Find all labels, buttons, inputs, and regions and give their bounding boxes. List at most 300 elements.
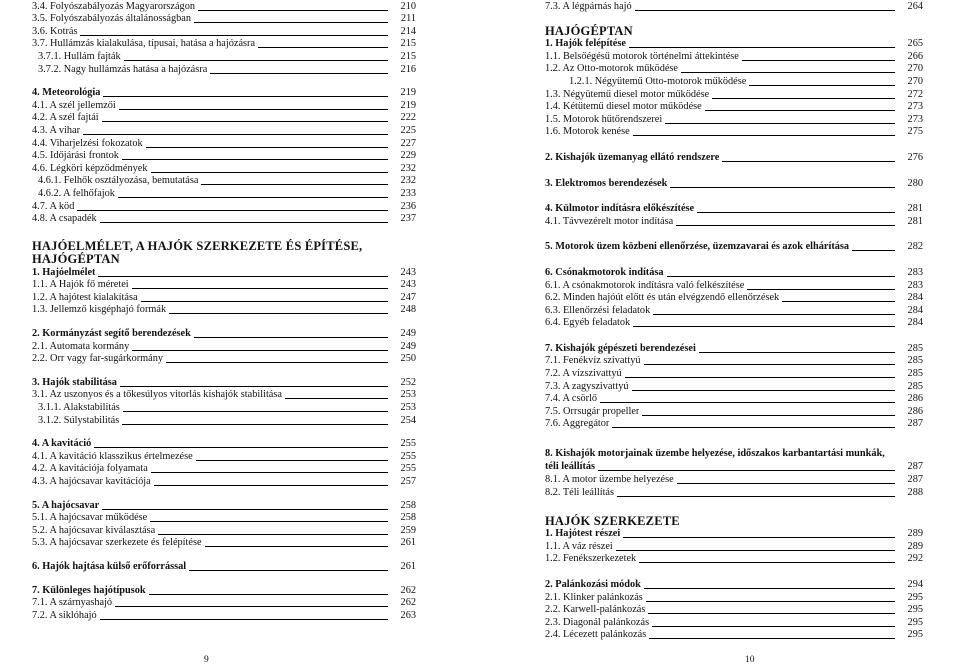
toc-entry-title: 2. Kormányzást segítő berendezések (32, 328, 191, 340)
toc-entry-title: 3.1.1. Alakstabilitás (38, 402, 120, 414)
toc-entry[interactable] (32, 279, 416, 292)
toc-entry-title: 1. Hajók felépítése (545, 38, 626, 50)
toc-page-number: 258 (400, 499, 416, 511)
toc-entry[interactable] (545, 553, 923, 566)
dot-leader (118, 197, 388, 198)
toc-entry[interactable] (32, 609, 416, 622)
dot-leader (166, 362, 388, 363)
toc-entry-title: 7.1. A szárnyashajó (32, 597, 113, 609)
toc-entry-title: 4. A kavitáció (32, 438, 92, 450)
dot-leader (625, 377, 895, 378)
dot-leader (712, 98, 895, 99)
toc-entry-title: 2.4. Lécezett palánkozás (545, 629, 647, 641)
dot-leader (612, 427, 895, 428)
dot-leader (151, 472, 388, 473)
toc-page-number: 287 (907, 460, 923, 472)
toc-entry-title: 5. A hajócsavar (32, 499, 100, 511)
dot-leader (639, 562, 895, 563)
dot-leader (194, 337, 388, 338)
toc-page-number: 273 (907, 101, 923, 113)
toc-entry-title: 6.4. Egyéb feladatok (545, 317, 631, 329)
toc-entry[interactable] (32, 213, 416, 226)
toc-page-number: 233 (400, 187, 416, 199)
toc-entry[interactable] (545, 317, 923, 330)
toc-page-number: 285 (907, 380, 923, 392)
toc-page-number: 219 (400, 99, 416, 111)
toc-entry[interactable] (32, 537, 416, 550)
dot-leader (705, 110, 895, 111)
toc-entry[interactable] (545, 540, 923, 553)
toc-chapter-entry[interactable] (545, 177, 923, 190)
toc-entry-title: 1.3. Jellemző kisgéphajó formák (32, 304, 167, 316)
page-number-right: 10 (745, 655, 755, 665)
dot-leader (122, 159, 388, 160)
toc-entry-title: 6. Csónakmotorok indítása (545, 266, 664, 278)
toc-entry-title: 4.3. A vihar (32, 124, 81, 136)
dot-leader (120, 386, 388, 387)
dot-leader (648, 613, 895, 614)
toc-entry[interactable] (545, 50, 923, 63)
toc-entry[interactable] (545, 380, 923, 393)
toc-entry-title: 2.1. Automata kormány (32, 340, 130, 352)
toc-entry-title: 7.3. A zagyszivattyú (545, 380, 629, 392)
toc-chapter-entry[interactable] (32, 584, 416, 597)
toc-entry[interactable] (545, 604, 923, 617)
toc-page-number: 229 (400, 150, 416, 162)
toc-entry[interactable] (545, 367, 923, 380)
dot-leader (633, 326, 895, 327)
dot-leader (852, 250, 895, 251)
toc-page-number: 249 (400, 328, 416, 340)
toc-entry-title: 4.6. Légköri képződmények (32, 162, 148, 174)
right-page (480, 0, 960, 669)
toc-page-number: 253 (400, 402, 416, 414)
toc-entry-title: 2.1. Klinker palánkozás (545, 591, 643, 603)
toc-chapter-entry[interactable] (32, 327, 416, 340)
dot-leader (150, 521, 388, 522)
toc-page-number: 263 (400, 609, 416, 621)
dot-leader (201, 184, 388, 185)
dot-leader (646, 601, 895, 602)
toc-entry[interactable] (545, 591, 923, 604)
toc-page-number: 273 (907, 113, 923, 125)
toc-entry[interactable] (32, 38, 416, 51)
toc-page-number: 261 (400, 560, 416, 572)
toc-chapter-entry[interactable] (32, 376, 416, 389)
toc-entry-title: 3.1.2. Súlystabilitás (38, 414, 120, 426)
toc-entry[interactable] (545, 88, 923, 101)
dot-leader (194, 22, 388, 23)
dot-leader (681, 72, 895, 73)
toc-entry-title: 1.1. Belsőégésű motorok történelmi áttekintése (545, 50, 739, 62)
toc-entry[interactable] (32, 597, 416, 610)
toc-chapter-entry[interactable] (545, 151, 923, 164)
toc-entry-title: 4.1. A kavitáció klasszikus értelmezése (32, 450, 193, 462)
toc-entry-title: 3.4. Folyószabályozás Magyarországon (32, 0, 195, 12)
toc-entry-title: 5.1. A hajócsavar működése (32, 512, 148, 524)
dot-leader (285, 398, 388, 399)
toc-page-number: 283 (907, 279, 923, 291)
toc-page-number: 219 (400, 87, 416, 99)
dot-leader (616, 550, 895, 551)
dot-leader (100, 222, 388, 223)
toc-page-number: 292 (907, 553, 923, 565)
toc-page-number: 262 (400, 584, 416, 596)
dot-leader (697, 212, 895, 213)
toc-chapter-entry[interactable] (545, 38, 923, 51)
dot-leader (652, 626, 895, 627)
toc-page-number: 225 (400, 124, 416, 136)
toc-page-number: 287 (907, 418, 923, 430)
toc-entry[interactable] (545, 304, 923, 317)
dot-leader (722, 161, 895, 162)
toc-entry[interactable] (545, 0, 923, 13)
toc-entry[interactable] (32, 524, 416, 537)
toc-page-number: 262 (400, 597, 416, 609)
toc-chapter-entry[interactable] (32, 438, 416, 451)
toc-entry[interactable] (545, 215, 923, 228)
dot-leader (742, 60, 895, 61)
toc-page-number: 259 (400, 524, 416, 536)
toc-page-number: 254 (400, 414, 416, 426)
toc-entry[interactable] (32, 124, 416, 137)
dot-leader (642, 415, 895, 416)
toc-page-number: 295 (907, 591, 923, 603)
dot-leader (600, 402, 895, 403)
toc-entry[interactable] (32, 304, 416, 317)
toc-page-number: 284 (907, 304, 923, 316)
toc-entry-title: 1.1. A váz részei (545, 540, 613, 552)
dot-leader (132, 350, 388, 351)
toc-page-number: 285 (907, 342, 923, 354)
toc-section-meteorology (32, 87, 416, 226)
right-toc-column (545, 0, 923, 641)
toc-page-number: 232 (400, 175, 416, 187)
toc-entry-title: 4.7. A köd (32, 200, 75, 212)
dot-leader (749, 85, 895, 86)
toc-entry-title: 3.1. Az uszonyos és a tőkesúlyos vitorlás kishajók stabilitása (32, 389, 282, 401)
toc-page-number: 286 (907, 393, 923, 405)
toc-section-river-regulation (32, 0, 416, 76)
toc-chapter-entry[interactable] (545, 266, 923, 279)
toc-entry-title: 4.2. A szél fajtái (32, 112, 99, 124)
toc-entry-title: 4.8. A csapadék (32, 213, 97, 225)
toc-entry-title: 4.6.2. A felhőfajok (38, 187, 115, 199)
page-number-left: 9 (204, 655, 209, 665)
dot-leader (77, 210, 388, 211)
toc-chapter-entry[interactable] (545, 203, 923, 216)
toc-page-number: 250 (400, 353, 416, 365)
toc-page-number: 270 (907, 63, 923, 75)
toc-entry-title: 7.5. Orrsugár propeller (545, 405, 640, 417)
dot-leader (677, 483, 895, 484)
toc-page-number: 211 (400, 13, 416, 25)
toc-entry-title: 2. Palánkozási módok (545, 579, 641, 590)
toc-entry-title: 8.2. Téli leállítás (545, 486, 615, 498)
toc-entry[interactable] (32, 291, 416, 304)
toc-page-number: 276 (907, 151, 923, 163)
toc-entry-title: 3. Elektromos berendezések (545, 177, 668, 189)
toc-entry[interactable] (32, 389, 416, 402)
toc-entry-title: 3. Hajók stabilitása (32, 376, 117, 388)
toc-entry-title: 2.2. Karwell-palánkozás (545, 604, 646, 616)
toc-entry[interactable] (32, 414, 416, 427)
dot-leader (617, 496, 895, 497)
heading-ship-structure: HAJÓK SZERKEZETE (545, 513, 680, 528)
toc-entry-title: 4.4. Viharjelzési fokozatok (32, 137, 143, 149)
toc-page-number: 286 (907, 405, 923, 417)
toc-entry[interactable] (32, 63, 416, 76)
toc-page-number: 252 (400, 376, 416, 388)
part-heading-line2: HAJÓGÉPTAN (32, 252, 120, 267)
dot-leader (119, 109, 388, 110)
toc-entry-title: 2.2. Orr vagy far-sugárkormány (32, 353, 164, 365)
toc-entry[interactable] (32, 463, 416, 476)
toc-entry[interactable] (32, 25, 416, 38)
toc-entry[interactable] (545, 113, 923, 126)
toc-entry-title: 3.6. Kotrás (32, 25, 78, 37)
dot-leader (94, 447, 388, 448)
toc-page-number: 255 (400, 463, 416, 475)
dot-leader (649, 638, 895, 639)
toc-entry[interactable] (32, 0, 416, 13)
toc-page-number: 289 (907, 528, 923, 540)
dot-leader (665, 123, 895, 124)
toc-page-number: 243 (400, 266, 416, 278)
toc-page-number: 214 (400, 25, 416, 37)
toc-page-number: 294 (907, 579, 923, 590)
toc-entry[interactable] (545, 101, 923, 114)
toc-entry[interactable] (545, 629, 923, 642)
toc-section-ship-structure (545, 528, 923, 642)
dot-leader (102, 509, 388, 510)
toc-entry-title: 4. Külmotor indításra előkészítése (545, 203, 695, 215)
dot-leader (644, 588, 895, 589)
dot-leader (146, 147, 388, 148)
toc-entry[interactable] (32, 401, 416, 414)
dot-leader (83, 134, 388, 135)
dot-leader (629, 47, 895, 48)
toc-page-number: 280 (907, 177, 923, 189)
toc-chapter-entry[interactable] (545, 528, 923, 541)
toc-page-number: 243 (400, 279, 416, 291)
toc-page-number: 285 (907, 368, 923, 380)
toc-entry[interactable] (545, 126, 923, 139)
toc-chapter-entry[interactable] (32, 87, 416, 100)
toc-entry-title: 8.1. A motor üzembe helyezése (545, 474, 674, 486)
toc-page-number: 248 (400, 304, 416, 316)
toc-page-number: 210 (400, 0, 416, 12)
toc-entry[interactable] (545, 405, 923, 418)
toc-entry[interactable] (32, 512, 416, 525)
dot-leader (635, 10, 895, 11)
toc-page-number: 284 (907, 317, 923, 329)
dot-leader (196, 460, 388, 461)
left-toc-column (32, 0, 416, 622)
toc-page-number: 275 (907, 126, 923, 138)
dot-leader (747, 289, 895, 290)
part-heading (32, 240, 416, 266)
toc-entry[interactable] (32, 162, 416, 175)
toc-entry-title: 6.3. Ellenőrzési feladatok (545, 304, 651, 316)
toc-entry[interactable] (32, 200, 416, 213)
toc-page-number: 216 (400, 63, 416, 75)
toc-entry-title: 7.3. A légpárnás hajó (545, 0, 632, 12)
toc-entry[interactable] (545, 355, 923, 368)
toc-entry[interactable] (545, 473, 923, 486)
toc-entry-title: 4.6.1. Felhők osztályozása, bemutatása (38, 175, 199, 187)
toc-entry-title: 1.4. Kétütemű diesel motor működése (545, 101, 702, 113)
dot-leader (158, 534, 388, 535)
toc-entry-title: 3.7.2. Nagy hullámzás hatása a hajózásra (38, 63, 208, 75)
dot-leader (115, 606, 388, 607)
toc-chapter-entry[interactable] (32, 499, 416, 512)
toc-entry-title: 2.3. Diagonál palánkozás (545, 616, 650, 628)
toc-entry-title: 4. Meteorológia (32, 87, 101, 99)
toc-page-number: 255 (400, 438, 416, 450)
toc-entry-title: 6.1. A csónakmotorok indításra való felkészítése (545, 279, 745, 291)
toc-section-ship-theory (32, 266, 416, 622)
toc-entry-title: 3.7.1. Hullám fajták (38, 50, 121, 62)
toc-entry-title: 1.6. Motorok kenése (545, 126, 630, 138)
toc-entry-motor-maintenance[interactable] (545, 448, 923, 473)
toc-entry-title: 1.2. Az Otto-motorok működése (545, 63, 678, 75)
toc-entry[interactable] (32, 340, 416, 353)
toc-entry-title: 5. Motorok üzem közbeni ellenőrzése, üzemzavarai és azok elhárítása (545, 241, 850, 253)
toc-entry-title: 4.3. A hajócsavar kavitációja (32, 476, 151, 487)
toc-entry[interactable] (32, 475, 416, 488)
toc-entry-title: 4.5. Időjárási frontok (32, 150, 119, 162)
dot-leader (151, 172, 388, 173)
toc-page-number: 253 (400, 389, 416, 401)
dot-leader (102, 121, 388, 122)
dot-leader (632, 390, 895, 391)
dot-leader (633, 135, 895, 136)
toc-entry-title: 1.3. Négyütemű diesel motor működése (545, 88, 710, 100)
dot-leader (653, 314, 895, 315)
toc-entry[interactable] (545, 486, 923, 499)
dot-leader (124, 60, 388, 61)
toc-entry-title: 5.2. A hajócsavar kiválasztása (32, 524, 156, 536)
toc-page-number: 295 (907, 616, 923, 628)
toc-entry-title: 1. Hajótest részei (545, 528, 621, 540)
dot-leader (103, 96, 388, 97)
toc-entry[interactable] (32, 150, 416, 163)
toc-page-number: 282 (907, 241, 923, 253)
toc-entry-title: 4.2. A kavitációja folyamata (32, 463, 148, 475)
toc-page-number: 247 (400, 291, 416, 303)
toc-page-number: 257 (400, 476, 416, 487)
toc-entry-title: 1.2. A hajótest kialakítása (32, 291, 138, 303)
toc-entry-title: 7. Különleges hajótípusok (32, 584, 146, 596)
toc-page-number: 227 (400, 137, 416, 149)
dot-leader (670, 187, 895, 188)
toc-chapter-entry[interactable] (545, 578, 923, 591)
toc-page-number: 237 (400, 213, 416, 225)
toc-chapter-entry[interactable] (32, 560, 416, 573)
toc-entry-motor-maintenance-line1: 8. Kishajók motorjainak üzembe helyezése, időszakos karbantartási munkák, (545, 448, 885, 460)
toc-entry[interactable] (32, 137, 416, 150)
toc-page-number: 255 (400, 450, 416, 462)
dot-leader (676, 225, 895, 226)
toc-page-number: 284 (907, 292, 923, 304)
toc-entry[interactable] (545, 279, 923, 292)
toc-entry-title: 7.2. A vízszivattyú (545, 368, 622, 380)
dot-leader (198, 10, 388, 11)
dot-leader (623, 537, 895, 538)
toc-page-number: 281 (907, 215, 923, 227)
toc-page-number: 288 (907, 486, 923, 498)
toc-entry-title: 7.1. Fenékvíz szivattyú (545, 355, 641, 367)
toc-chapter-entry[interactable] (32, 266, 416, 279)
toc-entry[interactable] (32, 353, 416, 366)
toc-page-number: 270 (907, 75, 923, 87)
toc-page-number: 272 (907, 88, 923, 100)
toc-entry[interactable] (32, 187, 416, 200)
toc-entry-title: 4.1. Távvezérelt motor indítása (545, 215, 674, 227)
toc-entry-title: 7.2. A siklóhajó (32, 609, 97, 621)
toc-entry[interactable] (545, 292, 923, 305)
dot-leader (644, 364, 895, 365)
toc-entry[interactable] (32, 50, 416, 63)
dot-leader (100, 619, 388, 620)
toc-entry-motor-maintenance-line2: téli leállítás (545, 460, 596, 472)
dot-leader (122, 424, 388, 425)
toc-entry[interactable] (545, 616, 923, 629)
toc-entry[interactable] (32, 450, 416, 463)
toc-page-number: 295 (907, 629, 923, 641)
toc-entry-title: 7.6. Aggregátor (545, 418, 610, 430)
toc-page-number: 249 (400, 340, 416, 352)
toc-entry-title: 6. Hajók hajtása külső erőforrással (32, 560, 187, 572)
toc-chapter-entry[interactable] (545, 342, 923, 355)
toc-entry[interactable] (32, 175, 416, 188)
toc-entry[interactable] (545, 63, 923, 76)
dot-leader (258, 47, 388, 48)
toc-page-number: 283 (907, 266, 923, 278)
toc-entry-title: 3.7. Hullámzás kialakulása, típusai, hatása a hajózásra (32, 38, 256, 50)
toc-section-ship-engineering (545, 38, 923, 431)
dot-leader (699, 352, 895, 353)
heading-ship-engineering: HAJÓGÉPTAN (545, 23, 633, 38)
toc-page-number: 266 (907, 50, 923, 62)
toc-page-number: 215 (400, 50, 416, 62)
toc-entry[interactable] (32, 99, 416, 112)
dot-leader (132, 288, 388, 289)
toc-page-number: 264 (907, 0, 923, 12)
toc-entry-title: 1.2.1. Négyütemű Otto-motorok működése (569, 75, 747, 87)
dot-leader (149, 594, 388, 595)
dot-leader (782, 301, 895, 302)
toc-entry[interactable] (32, 13, 416, 26)
toc-page-number: 215 (400, 38, 416, 50)
toc-page-number: 258 (400, 512, 416, 524)
toc-entry[interactable] (545, 418, 923, 431)
toc-entry[interactable] (545, 393, 923, 406)
toc-entry-title: 4.1. A szél jellemzői (32, 99, 116, 111)
part-heading-line1: HAJÓELMÉLET, A HAJÓK SZERKEZETE ÉS ÉPÍTÉSE, (32, 239, 363, 254)
toc-chapter-entry[interactable] (545, 241, 923, 254)
toc-page-number: 285 (907, 355, 923, 367)
toc-entry[interactable] (32, 112, 416, 125)
dot-leader (205, 546, 388, 547)
toc-page-number: 281 (907, 203, 923, 215)
toc-entry-title: 7. Kishajók gépészeti berendezései (545, 342, 696, 354)
toc-entry[interactable] (545, 75, 923, 88)
toc-page-number: 261 (400, 537, 416, 549)
dot-leader (598, 470, 895, 471)
dot-leader (210, 73, 388, 74)
